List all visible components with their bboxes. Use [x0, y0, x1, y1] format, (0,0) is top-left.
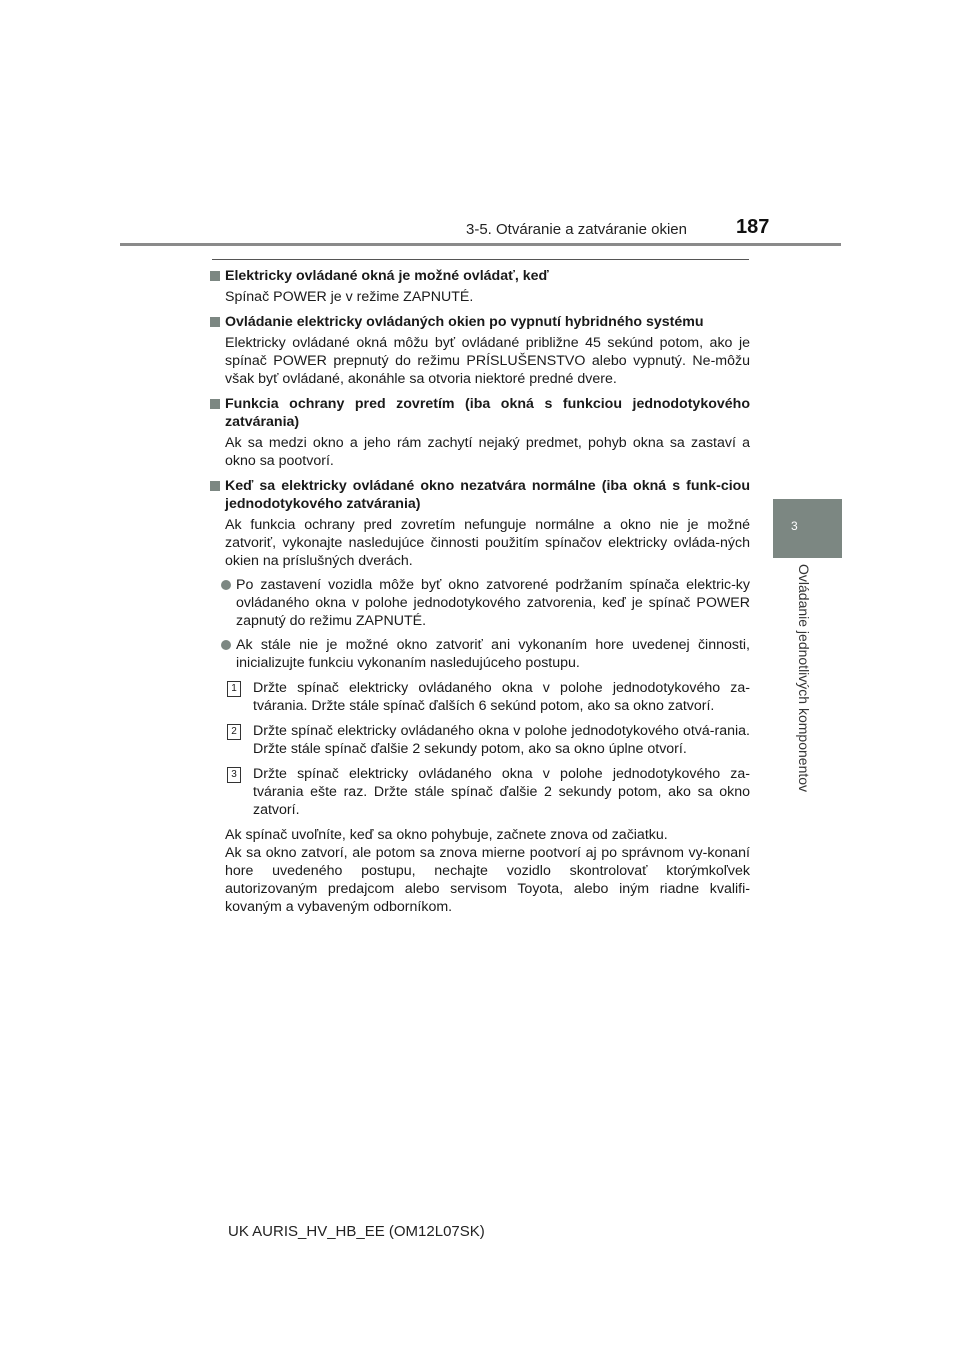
- section-text: Spínač POWER je v režime ZAPNUTÉ.: [225, 289, 474, 305]
- step-number: 1: [227, 681, 241, 697]
- circle-bullet-icon: [221, 640, 231, 650]
- section-text: Ak funkcia ochrany pred zovretím nefunguje normálne a okno nie je možné zatvoriť, vykonajte nasledujúce činnosti použitím spínačov elektricky ovláda-ných okien na príslušných dverách.: [225, 517, 750, 569]
- page-number: 187: [736, 216, 770, 238]
- closing-text: Ak spínač uvoľníte, keď sa okno pohybuje, začnete znova od začiatku.: [225, 827, 668, 843]
- content-top-rule: [212, 259, 749, 260]
- step-number: 3: [227, 767, 241, 783]
- section-text: Elektricky ovládané okná môžu byť ovládané približne 45 sekúnd potom, ako je spínač POWER prepnutý do režimu PRÍSLUŠENSTVO alebo vypnutý. Ne-môžu však byť ovládané, akonáhle sa otvoria niektoré predné dvere.: [225, 335, 750, 387]
- header-rule: [120, 243, 841, 246]
- section-text: Ak sa medzi okno a jeho rám zachytí nejaký predmet, pohyb okna sa zastaví a okno sa pootvorí.: [225, 435, 750, 469]
- content-body: [210, 267, 750, 923]
- list-item: Po zastavení vozidla môže byť okno zatvorené podržaním spínača elektric-ky ovládaného okna v polohe jednodotykového zatvorenia, keď je spínač POWER zapnutý do režimu ZAPNUTÉ.: [221, 576, 750, 630]
- section-heading: Ovládanie elektricky ovládaných okien po vypnutí hybridného systému: [225, 314, 704, 330]
- list-item: Ak stále nie je možné okno zatvoriť ani vykonaním hore uvedenej činnosti, inicializujte funkciu vykonaním nasledujúceho postupu.: [221, 636, 750, 672]
- section-heading: Keď sa elektricky ovládané okno nezatvára normálne (iba okná s funk-ciou jednodotykového zatvárania): [225, 478, 750, 512]
- section-1: [210, 267, 750, 306]
- section-title: 3-5. Otváranie a zatváranie okien: [466, 221, 687, 238]
- section-2: [210, 313, 750, 388]
- square-bullet-icon: [210, 271, 220, 281]
- step-item: 1 Držte spínač elektricky ovládaného okna v polohe jednodotykového za-tvárania. Držte stále spínač ďalších 6 sekúnd potom, ako sa okno zatvorí.: [227, 679, 750, 715]
- document-code: UK AURIS_HV_HB_EE (OM12L07SK): [228, 1223, 485, 1240]
- square-bullet-icon: [210, 399, 220, 409]
- section-heading: Elektricky ovládané okná je možné ovládať, keď: [225, 268, 549, 284]
- step-item: 3 Držte spínač elektricky ovládaného okna v polohe jednodotykového za-tvárania ešte raz. Držte stále spínač ďalšie 2 sekundy potom, ako sa okno zatvorí.: [227, 765, 750, 819]
- step-item: 2 Držte spínač elektricky ovládaného okna v polohe jednodotykového otvá-rania. Držte stále spínač ďalšie 2 sekundy potom, ako sa okno úplne otvorí.: [227, 722, 750, 758]
- section-heading: Funkcia ochrany pred zovretím (iba okná s funkciou jednodotykového zatvárania): [225, 396, 750, 430]
- closing-text: Ak sa okno zatvorí, ale potom sa znova mierne pootvorí aj po správnom vy-konaní hore uvedeného postupu, nechajte vozidlo skontrolovať ktorýmkoľvek autorizovaným predajcom alebo servisom Toyota, alebo iným riadne kvalifi-kovaným a vybaveným odborníkom.: [225, 845, 750, 915]
- chapter-label: Ovládanie jednotlivých komponentov: [796, 564, 812, 793]
- square-bullet-icon: [210, 481, 220, 491]
- chapter-tab: [773, 499, 842, 558]
- chapter-number: 3: [791, 519, 798, 533]
- section-4: [210, 477, 750, 916]
- square-bullet-icon: [210, 317, 220, 327]
- circle-bullet-icon: [221, 580, 231, 590]
- step-number: 2: [227, 724, 241, 740]
- section-3: [210, 395, 750, 470]
